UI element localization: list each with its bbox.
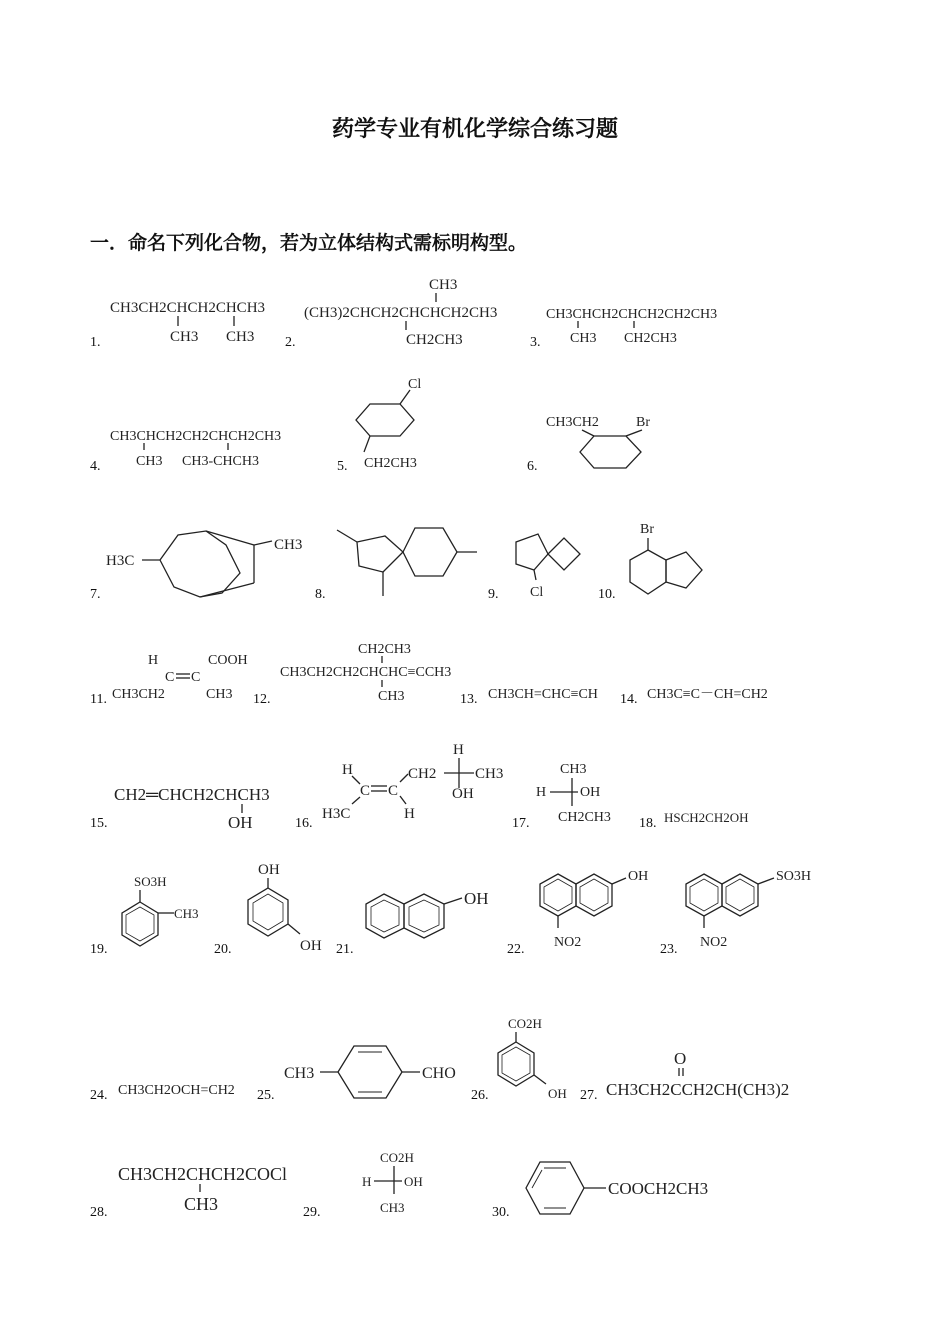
compound-12 <box>278 638 468 708</box>
aromatic-bond <box>253 894 283 930</box>
item-number: 6. <box>527 459 538 474</box>
item-number: 17. <box>512 816 530 831</box>
compound-1 <box>108 292 288 352</box>
group-methyl: CH3 <box>174 906 199 921</box>
formula-main: CH3CH2CH2CHCHC≡CCH3 <box>280 665 452 680</box>
group-ethyl: CH3CH2 <box>112 687 165 702</box>
item-number: 4. <box>90 459 101 474</box>
group-left: H <box>536 785 547 800</box>
group-right: OH <box>580 785 601 800</box>
compound-13 <box>486 682 621 707</box>
substituent-oh: OH <box>228 813 253 832</box>
item-number: 8. <box>315 587 326 602</box>
cyclohexane-ring <box>356 404 414 436</box>
bond <box>534 570 536 580</box>
group-methyl: CH3 <box>206 687 233 702</box>
atom-h: H <box>453 742 464 758</box>
compound-4 <box>108 422 308 472</box>
formula-bottom: CH3 <box>378 689 405 704</box>
compound-10 <box>620 518 720 603</box>
group-no2: NO2 <box>554 935 582 950</box>
atom-h: H <box>342 762 353 778</box>
compound-6 <box>544 410 684 475</box>
cyclopentane-ring <box>357 536 403 572</box>
item-number: 11. <box>90 692 107 707</box>
compound-19 <box>112 870 212 955</box>
benzene-ring <box>498 1042 534 1086</box>
compound-7 <box>104 525 314 605</box>
compound-26 <box>492 1012 592 1107</box>
item-number: 23. <box>660 942 678 957</box>
group-bottom: CH3 <box>380 1200 405 1215</box>
bond <box>626 430 642 436</box>
aromatic-bond <box>532 1170 542 1188</box>
atom-c: C <box>191 670 201 685</box>
formula-main: CH3C≡C－CH=CH2 <box>647 687 768 702</box>
item-number: 30. <box>492 1205 510 1220</box>
item-number: 15. <box>90 816 108 831</box>
item-number: 3. <box>530 335 541 350</box>
group-oh: OH <box>464 889 489 908</box>
aromatic-bond <box>690 879 718 911</box>
bicyclic-ring <box>160 531 240 597</box>
item-number: 19. <box>90 942 108 957</box>
aromatic-bond <box>544 879 572 911</box>
group-ch2: CH2 <box>408 766 437 782</box>
bond <box>400 774 408 782</box>
substituent-2: CH3 <box>226 329 255 345</box>
substituent-methyl: CH3 <box>184 1194 219 1214</box>
naphthalene-ring <box>722 874 758 916</box>
substituent-cl: Cl <box>408 377 422 392</box>
bond <box>254 541 272 545</box>
bond <box>534 1075 546 1084</box>
formula-main: CH3CH2OCH=CH2 <box>118 1083 235 1098</box>
bond <box>364 436 370 452</box>
naphthalene-ring <box>404 894 444 938</box>
item-number: 16. <box>295 816 313 831</box>
aromatic-bond <box>409 900 439 932</box>
formula-main: CH3CHCH2CHCH2CH2CH3 <box>546 307 718 322</box>
bond <box>400 796 406 804</box>
compound-2 <box>302 272 522 352</box>
formula-top: CH3 <box>429 277 458 293</box>
atom-h: H <box>148 653 159 668</box>
formula-main: CH3CH2CCH2CH(CH3)2 <box>606 1080 790 1099</box>
item-number: 5. <box>337 459 348 474</box>
substituent-1: CH3 <box>170 329 199 345</box>
aromatic-bond <box>371 900 399 932</box>
group-right: OH <box>404 1174 423 1189</box>
group-oh: OH <box>452 786 474 802</box>
substituent-2: CH3-CHCH3 <box>182 454 260 469</box>
group-oh: OH <box>548 1086 567 1101</box>
compound-14 <box>645 682 800 707</box>
item-number: 13. <box>460 692 478 707</box>
formula-main: CH2═CHCH2CHCH3 <box>114 785 270 804</box>
compound-29 <box>360 1148 440 1218</box>
substituent-1: CH3 <box>570 331 597 346</box>
item-number: 10. <box>598 587 616 602</box>
group-left: H <box>362 1174 372 1189</box>
section-heading: 一．命名下列化合物，若为立体结构式需标明构型。 <box>90 232 528 254</box>
item-number: 26. <box>471 1088 489 1103</box>
cyclopentane-ring <box>516 534 548 570</box>
substituent-br: Br <box>636 415 650 430</box>
item-number: 1. <box>90 335 101 350</box>
aromatic-bond <box>580 879 608 911</box>
group-oh: OH <box>628 869 649 884</box>
compound-16 <box>320 738 520 828</box>
substituent-cl: Cl <box>530 585 544 600</box>
compound-21 <box>362 886 512 956</box>
compound-18 <box>662 806 782 831</box>
atom-c: C <box>360 783 371 799</box>
aromatic-bond <box>502 1047 530 1081</box>
compound-5 <box>350 372 460 472</box>
item-number: 28. <box>90 1205 108 1220</box>
cyclobutane-ring <box>548 538 580 570</box>
compound-8 <box>333 520 483 600</box>
substituent-ethyl: CH3CH2 <box>546 415 599 430</box>
group-top: CO2H <box>380 1150 414 1165</box>
cyclopentane-ring <box>666 552 702 588</box>
bond <box>200 583 254 597</box>
bond <box>758 878 774 884</box>
item-number: 22. <box>507 942 525 957</box>
group-bottom: CH2CH3 <box>558 810 611 825</box>
cyclohexane-ring <box>630 550 666 594</box>
formula-top: CH2CH3 <box>358 642 411 657</box>
formula-main: CH3CH=CHC≡CH <box>488 687 598 702</box>
compound-15 <box>112 780 297 835</box>
group-co2h: CO2H <box>508 1016 542 1031</box>
substituent-1: CH3 <box>136 454 163 469</box>
compound-22 <box>536 866 666 956</box>
aromatic-bond <box>726 879 754 911</box>
item-number: 25. <box>257 1088 275 1103</box>
compound-27 <box>604 1046 814 1106</box>
item-number: 24. <box>90 1088 108 1103</box>
atom-h: H <box>404 806 415 822</box>
bond <box>400 390 410 404</box>
formula-main: CH3CH2CHCH2CHCH3 <box>110 300 266 316</box>
cyclohexane-ring <box>403 528 457 576</box>
page-title: 药学专业有机化学综合练习题 <box>331 117 618 142</box>
compound-17 <box>534 758 624 828</box>
bond <box>582 430 594 436</box>
group-cooh: COOH <box>208 653 248 668</box>
compound-24 <box>116 1078 256 1103</box>
group-no2: NO2 <box>700 935 728 950</box>
formula-bottom: CH2CH3 <box>406 332 463 348</box>
substituent-left: H3C <box>106 553 135 569</box>
formula-main: CH3CH2CHCH2COCl <box>118 1164 288 1184</box>
formula-main: CH3CHCH2CH2CHCH2CH3 <box>110 429 282 444</box>
bond <box>288 924 300 934</box>
item-number: 18. <box>639 816 657 831</box>
atom-o: O <box>674 1049 687 1068</box>
item-number: 14. <box>620 692 638 707</box>
bond <box>444 898 462 904</box>
compound-23 <box>682 866 822 956</box>
benzene-ring <box>122 902 158 946</box>
bond <box>352 797 360 804</box>
group-top: CH3 <box>560 762 587 777</box>
item-number: 20. <box>214 942 232 957</box>
substituent-2: CH2CH3 <box>624 331 677 346</box>
naphthalene-ring <box>576 874 612 916</box>
group-methyl: CH3 <box>284 1065 315 1082</box>
group-cho: CHO <box>422 1065 456 1082</box>
formula-main: (CH3)2CHCH2CHCHCH2CH3 <box>304 305 498 321</box>
substituent-ethyl: CH2CH3 <box>364 456 417 471</box>
bond <box>337 530 357 542</box>
group-so3h: SO3H <box>134 874 167 889</box>
compound-11 <box>110 648 260 703</box>
item-number: 29. <box>303 1205 321 1220</box>
cyclohexane-ring <box>580 436 641 468</box>
compound-3 <box>544 300 744 350</box>
group-methyl: H3C <box>322 806 351 822</box>
compound-25 <box>282 1040 472 1110</box>
benzene-ring <box>526 1162 584 1214</box>
item-number: 2. <box>285 335 296 350</box>
compound-9 <box>508 528 588 603</box>
group-oh: OH <box>300 938 322 954</box>
naphthalene-ring <box>686 874 722 916</box>
formula-main: HSCH2CH2OH <box>664 810 749 825</box>
item-number: 21. <box>336 942 354 957</box>
item-number: 12. <box>253 692 271 707</box>
compound-20 <box>236 858 336 958</box>
naphthalene-ring <box>540 874 576 916</box>
item-number: 7. <box>90 587 101 602</box>
item-number: 27. <box>580 1088 598 1103</box>
bond <box>352 776 360 784</box>
compound-30 <box>522 1156 732 1222</box>
compound-28 <box>116 1160 306 1220</box>
aromatic-bond <box>126 907 154 941</box>
group-so3h: SO3H <box>776 869 812 884</box>
atom-c: C <box>388 783 399 799</box>
item-number: 9. <box>488 587 499 602</box>
bond <box>612 878 626 884</box>
atom-c: C <box>165 670 175 685</box>
bond <box>206 531 254 545</box>
group-oh: OH <box>258 862 280 878</box>
substituent-br: Br <box>640 522 654 537</box>
benzene-ring <box>248 888 288 936</box>
benzene-ring <box>338 1046 402 1098</box>
group-methyl: CH3 <box>475 766 504 782</box>
substituent-right: CH3 <box>274 537 303 553</box>
group-ester: COOCH2CH3 <box>608 1179 709 1198</box>
